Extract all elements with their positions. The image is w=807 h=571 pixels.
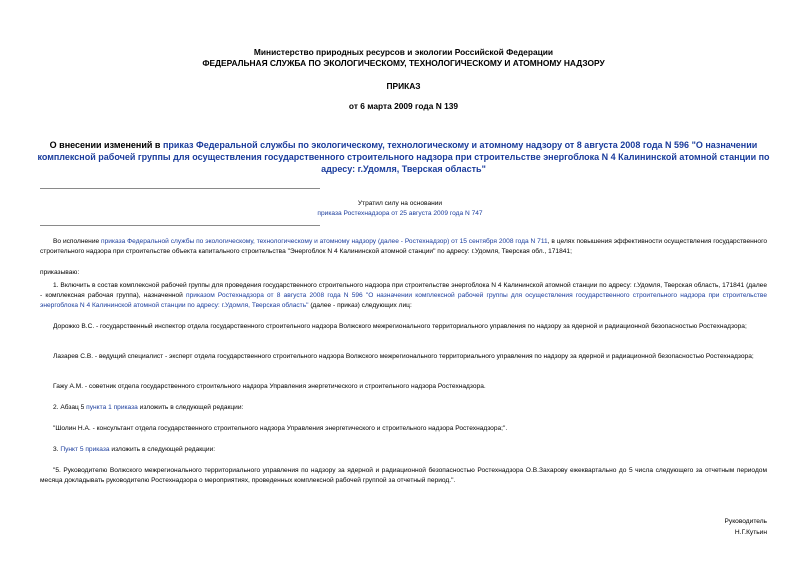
document-title bbox=[30, 139, 777, 175]
divider-bottom bbox=[40, 225, 320, 226]
status-repeal-link[interactable]: приказа Ростехнадзора от 25 августа 2009 года N 747 bbox=[317, 210, 483, 217]
intro-text-a: Во исполнение bbox=[53, 238, 102, 245]
person-gazhu: Гажу А.М. - советник отдела государственного строительного надзора Управления энергетического и строительного надзора Ростехнадзора. bbox=[53, 383, 486, 390]
paragraph-1 bbox=[40, 281, 767, 311]
quote-sholin: "Шолин Н.А. - консультант отдела государственного строительного надзора Управления энергетического и строительного надзора Ростехнадзора;". bbox=[53, 425, 508, 432]
status-line: Утратил силу на основании bbox=[357, 200, 443, 207]
p1-text-b: (далее - приказ) следующих лиц: bbox=[308, 302, 412, 309]
service-name: ФЕДЕРАЛЬНАЯ СЛУЖБА ПО ЭКОЛОГИЧЕСКОМУ, ТЕХНОЛОГИЧЕСКОМУ И АТОМНОМУ НАДЗОРУ bbox=[202, 58, 605, 68]
p2-link[interactable]: пункта 1 приказа bbox=[86, 404, 138, 411]
title-prefix: О внесении изменений в bbox=[49, 140, 163, 150]
p3-text-a: 3. bbox=[53, 446, 61, 453]
intro-paragraph bbox=[40, 237, 767, 257]
divider-top bbox=[40, 188, 320, 189]
paragraph-3 bbox=[40, 445, 767, 455]
person-lazarev: Лазарев С.В. - ведущий специалист - эксперт отдела государственного строительного надзора Волжского межрегионального территориального управления по надзору за ядерной и радиационной безопасностью Ростехнадзора; bbox=[53, 353, 754, 360]
status-note bbox=[300, 199, 500, 219]
signature-name: Н.Г.Кутьин bbox=[734, 529, 767, 536]
quote-item-5: "5. Руководителю Волжского межрегионального территориального управления по надзору за ядерной и радиационной безопасностью Ростехнадзора О.В.Захарову ежеквартально до 5 числа следующего за отчетным периодом месяца докладывать руководителю Ростехнадзора о мероприятиях, проведенных комплексной рабочей группой за отчетный период.". bbox=[40, 467, 767, 484]
p3-link[interactable]: Пункт 5 приказа bbox=[60, 446, 110, 453]
person-dorozhko: Дорожко В.С. - государственный инспектор отдела государственного строительного надзора Волжского межрегионального территориального управления по надзору за ядерной и радиационной безопасностью Ростехнадзора; bbox=[53, 323, 747, 330]
document-date-number: от 6 марта 2009 года N 139 bbox=[348, 101, 459, 111]
intro-order-link[interactable]: приказа Федеральной службы по экологическому, технологическому и атомному надзору (далее - Ростехнадзор) от 15 сентября 2008 года N 711 bbox=[101, 238, 548, 245]
ministry-name: Министерство природных ресурсов и экологии Российской Федерации bbox=[253, 47, 554, 57]
intro-text-b: , в целях повышения эффективности осуществления государственного строительного надзора при строительстве объекта капитального строительства "Энергоблок N 4 Калининской атомной станции" по адресу: г.Удомля, Тверская обл., 171841; bbox=[40, 238, 767, 255]
p3-text-b: изложить в следующей редакции: bbox=[109, 446, 216, 453]
order-word: приказываю: bbox=[40, 269, 80, 276]
signature-position: Руководитель bbox=[724, 518, 767, 525]
paragraph-2 bbox=[40, 403, 767, 413]
title-order-link[interactable]: приказ Федеральной службы по экологическому, технологическому и атомному надзору от 8 августа 2008 года N 596 "О назначении комплексной рабочей группы для осуществления государственного строительного надзора при строительстве энергоблока N 4 Калининской атомной станции по адресу: г.Удомля, Тверская область" bbox=[37, 140, 770, 174]
p1-order-link[interactable]: приказом Ростехнадзора от 8 августа 2008 года N 596 "О назначении комплексной рабочей группы для осуществления государственного строительного надзора при строительстве энергоблока N 4 Калининской атомной станции по адресу: г.Удомля, Тверская область" bbox=[40, 292, 767, 309]
document-type: ПРИКАЗ bbox=[386, 81, 421, 91]
p2-text-a: 2. Абзац 5 bbox=[53, 404, 87, 411]
p2-text-b: изложить в следующей редакции: bbox=[137, 404, 244, 411]
p1-text-a: 1. Включить в состав комплексной рабочей группы для проведения государственного строительного надзора при строительстве энергоблока N 4 Калининской атомной станции по адресу: г.Удомля, Тверская область, 171841 (далее - комплексная рабочая группа), назначенной bbox=[40, 282, 767, 299]
